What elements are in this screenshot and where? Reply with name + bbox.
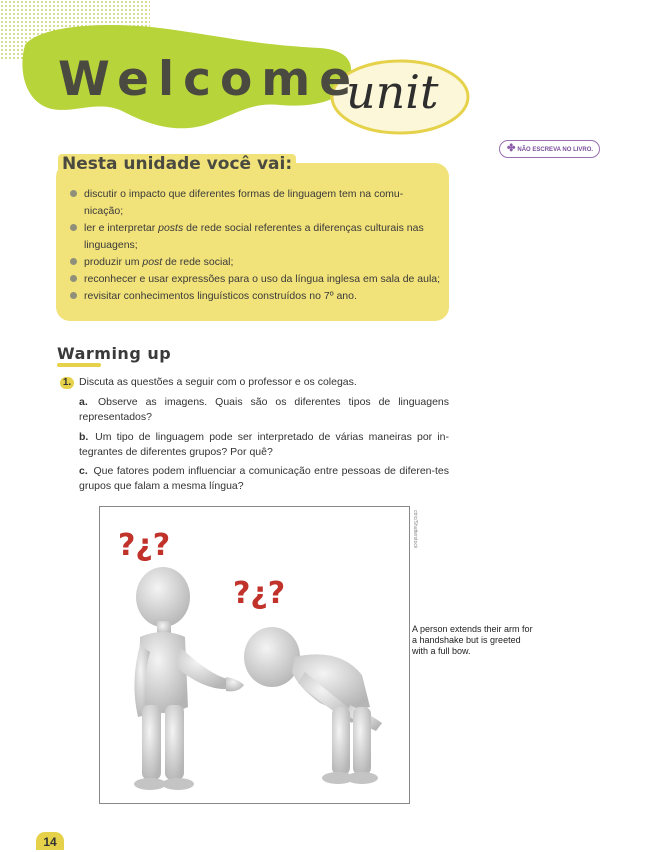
unit-title-script: unit <box>346 65 439 119</box>
figure-bowing <box>244 627 382 784</box>
objective-item: ler e interpretar posts de rede social referentes a diferenças culturais nas linguagens; <box>70 220 442 254</box>
objective-item: produzir um post de rede social; <box>70 254 442 271</box>
objectives-title: Nesta unidade você vai: <box>58 154 296 174</box>
unit-title: Welcome <box>58 52 361 107</box>
sub-question-b: b. Um tipo de linguagem pode ser interpretado de várias maneiras por in-tegrantes de diferentes grupos? Por quê? <box>79 431 449 458</box>
objective-item: reconhecer e usar expressões para o uso da língua inglesa em sala de aula; <box>70 271 442 288</box>
objective-item: revisitar conhecimentos linguísticos construídos no 7º ano. <box>70 288 442 305</box>
figure-handshake <box>134 567 244 790</box>
question-marks-right: ?¿? <box>233 576 286 611</box>
sub-question-c: c. Que fatores podem influenciar a comunicação entre pessoas de diferen-tes grupos que falam a mesma língua? <box>79 465 450 492</box>
bullet-icon <box>70 258 77 265</box>
question-number: 1. <box>60 377 74 389</box>
illustration-frame <box>99 506 410 804</box>
question-marks-left: ?¿? <box>118 528 171 563</box>
objective-item: discutir o impacto que diferentes formas de linguagem tem na comu-nicação; <box>70 186 442 220</box>
bullet-icon <box>70 275 77 282</box>
image-caption: A person extends their arm for a handshake but is greeted with a full bow. <box>412 624 533 656</box>
bullet-icon <box>70 292 77 299</box>
question-text: Discuta as questões a seguir com o professor e os colegas. <box>79 376 357 388</box>
bullet-icon <box>70 224 77 231</box>
bullet-icon <box>70 190 77 197</box>
handshake-bow-illustration <box>100 507 409 803</box>
section-title: Warming up <box>57 344 172 363</box>
page-number: 14 <box>36 832 64 850</box>
objectives-list <box>70 186 442 305</box>
do-not-write-badge: ✤ NÃO ESCREVA NO LIVRO. <box>499 140 600 158</box>
sub-question-a: a. Observe as imagens. Quais são os diferentes tipos de linguagens representados? <box>79 396 450 423</box>
section-title-underline <box>57 363 101 367</box>
star-icon: ✤ <box>507 143 516 154</box>
image-credit: ctric/Shutterstock <box>412 510 418 549</box>
